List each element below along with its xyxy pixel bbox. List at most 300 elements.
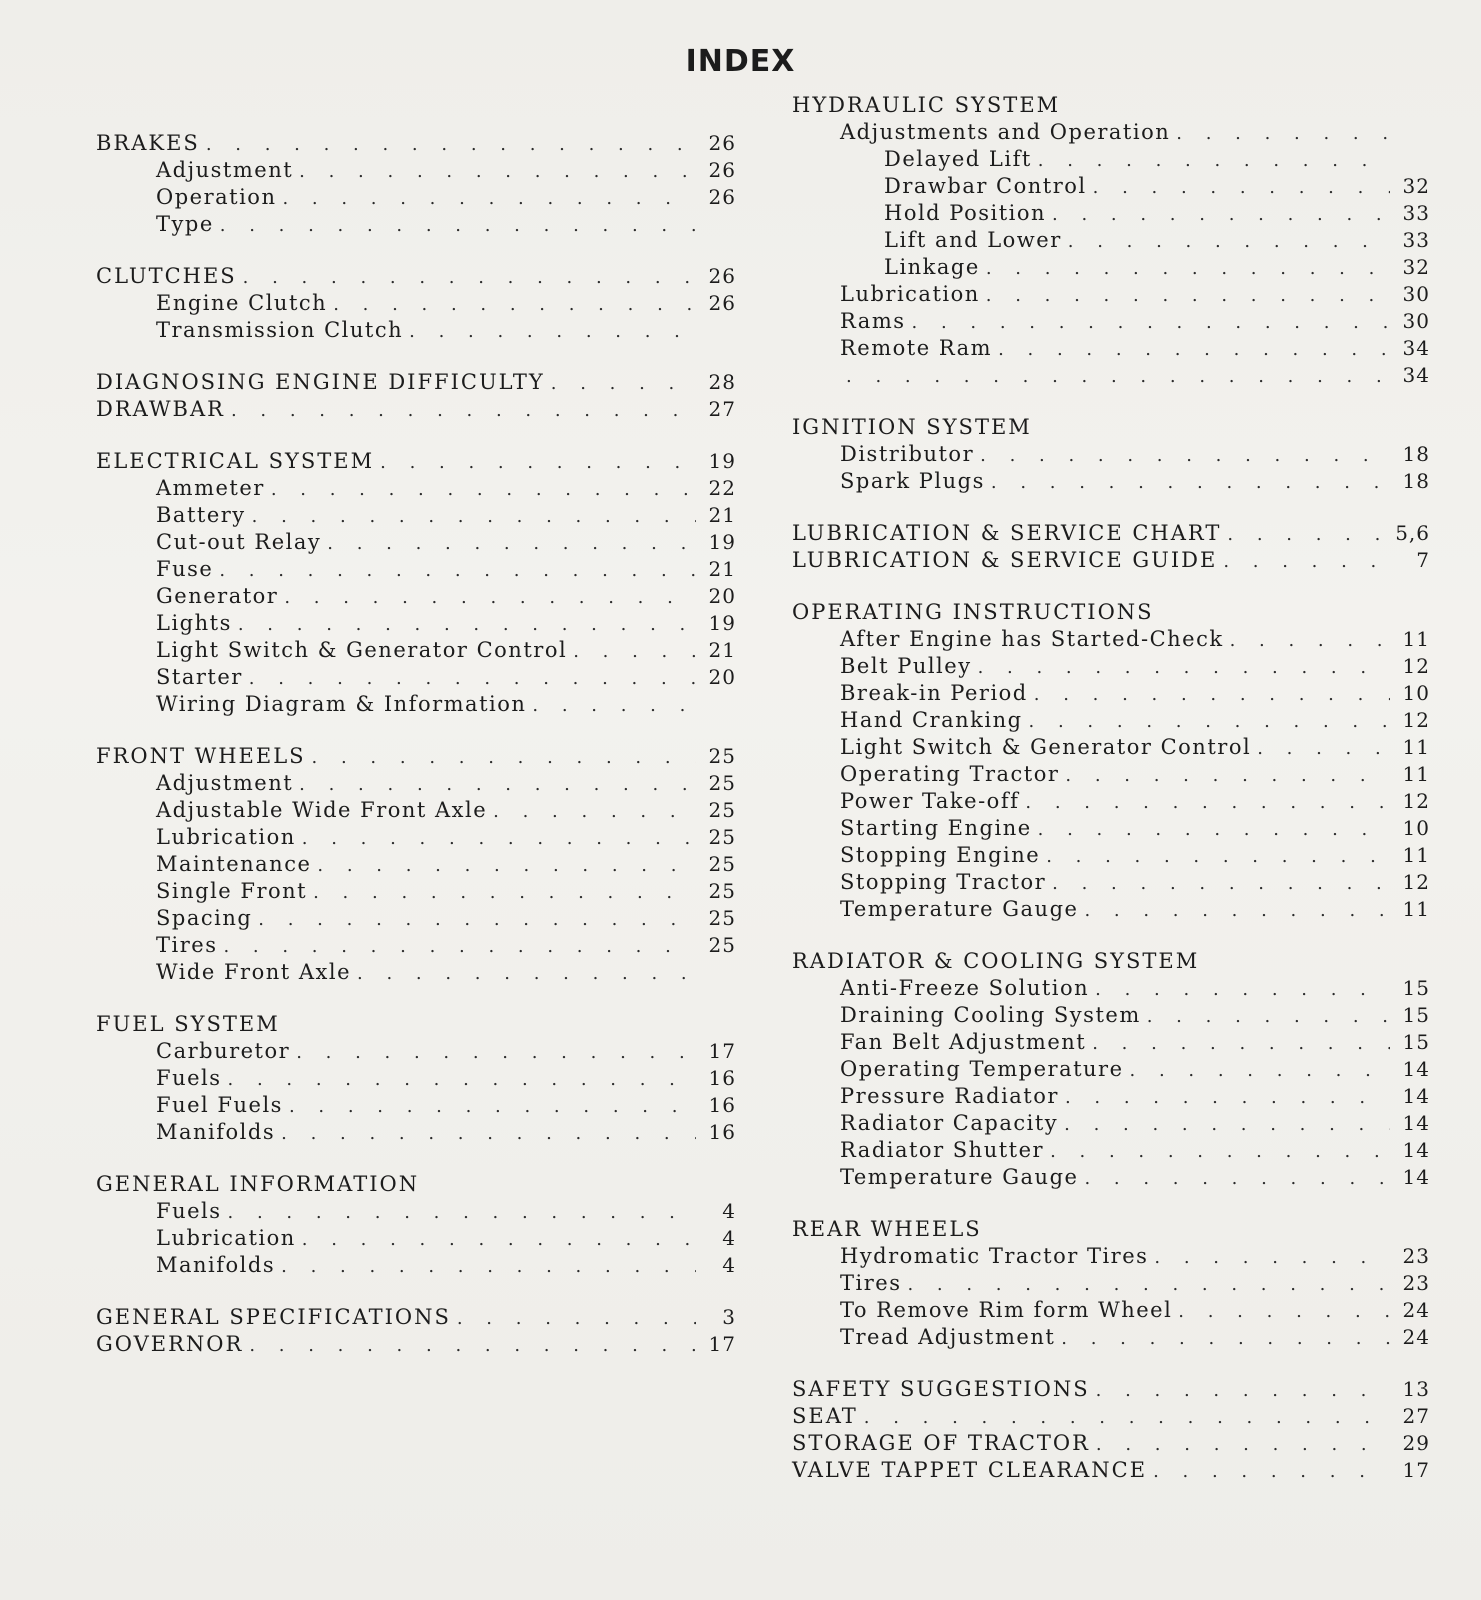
index-entry — [96, 960, 736, 987]
dot-leader — [252, 506, 696, 527]
entry-page-number: 23 — [1402, 1271, 1430, 1295]
dot-leader — [1050, 1141, 1390, 1162]
dot-leader — [220, 215, 696, 236]
index-heading — [96, 449, 736, 476]
dot-leader — [1096, 1380, 1390, 1401]
entry-label: Adjustment — [156, 158, 294, 182]
index-heading — [96, 370, 736, 397]
entry-page-number: 16 — [708, 1066, 736, 1090]
dot-leader — [357, 963, 696, 984]
entry-label: FRONT WHEELS — [96, 744, 306, 768]
entry-page-number: 16 — [708, 1093, 736, 1117]
index-entry — [792, 147, 1430, 174]
dot-leader — [299, 774, 696, 795]
entry-label: Operation — [156, 185, 277, 209]
index-entry — [792, 789, 1430, 816]
index-section — [96, 131, 736, 239]
dot-leader — [864, 1407, 1390, 1428]
dot-leader — [219, 560, 696, 581]
index-entry — [792, 1138, 1430, 1165]
entry-page-number: 15 — [1402, 1030, 1430, 1054]
index-entry — [96, 476, 736, 503]
entry-page-number: 17 — [708, 1039, 736, 1063]
entry-label: GOVERNOR — [96, 1332, 244, 1356]
entry-label: Engine Clutch — [156, 291, 328, 315]
dot-leader — [1029, 711, 1390, 732]
index-entry — [792, 174, 1430, 201]
entry-label: Cut-out Relay — [156, 530, 322, 554]
dot-leader — [271, 479, 696, 500]
entry-page-number: 25 — [708, 879, 736, 903]
entry-page-number: 14 — [1402, 1111, 1430, 1135]
index-heading — [96, 1172, 736, 1199]
entry-label: FUEL SYSTEM — [96, 1012, 280, 1036]
entry-label: CLUTCHES — [96, 264, 237, 288]
index-entry — [792, 654, 1430, 681]
dot-leader — [409, 321, 696, 342]
dot-leader — [249, 1335, 696, 1356]
index-heading — [792, 548, 1430, 575]
index-entry — [96, 503, 736, 530]
entry-label: Lights — [156, 611, 232, 635]
entry-page-number: 14 — [1402, 1165, 1430, 1189]
dot-leader — [1227, 524, 1389, 545]
entry-page-number: 25 — [708, 906, 736, 930]
entry-label: DIAGNOSING ENGINE DIFFICULTY — [96, 370, 545, 394]
entry-page-number: 22 — [708, 476, 736, 500]
dot-leader — [1223, 551, 1390, 572]
entry-page-number: 25 — [708, 744, 736, 768]
entry-label: Delayed Lift — [884, 147, 1032, 171]
entry-label: SEAT — [792, 1404, 858, 1428]
entry-label: Draining Cooling System — [840, 1003, 1141, 1027]
entry-label: Ammeter — [156, 476, 265, 500]
entry-label: Single Front — [156, 879, 308, 903]
dot-leader — [380, 452, 696, 473]
index-entry — [96, 692, 736, 719]
index-entry — [792, 1298, 1430, 1325]
entry-label: Remote Ram — [840, 336, 993, 360]
entry-label: SAFETY SUGGESTIONS — [792, 1377, 1090, 1401]
dot-leader — [1052, 873, 1390, 894]
dot-leader — [1176, 123, 1390, 144]
entry-label: Light Switch & Generator Control — [156, 638, 568, 662]
dot-leader — [1257, 738, 1390, 759]
entry-page-number: 15 — [1402, 1003, 1430, 1027]
entry-page-number: 7 — [1416, 548, 1430, 572]
index-heading — [792, 600, 1430, 627]
index-entry — [792, 309, 1430, 336]
entry-label: To Remove Rim form Wheel — [840, 1298, 1173, 1322]
index-entry — [96, 771, 736, 798]
index-entry — [792, 1244, 1430, 1271]
entry-label: Radiator Capacity — [840, 1111, 1059, 1135]
index-entry — [792, 1271, 1430, 1298]
dot-leader — [317, 855, 696, 876]
entry-label: Wide Front Axle — [156, 960, 352, 984]
dot-leader — [1084, 1168, 1390, 1189]
index-entry — [792, 228, 1430, 255]
entry-label: Stopping Engine — [840, 843, 1041, 867]
index-entry — [96, 1226, 736, 1253]
index-entry — [792, 442, 1430, 469]
entry-page-number: 11 — [1402, 843, 1430, 867]
index-heading — [792, 415, 1430, 442]
entry-label: After Engine has Started-Check — [840, 627, 1224, 651]
index-heading — [96, 1305, 736, 1332]
entry-page-number: 21 — [708, 557, 736, 581]
index-heading — [96, 397, 736, 424]
entry-label: Lift and Lower — [884, 228, 1062, 252]
entry-label: DRAWBAR — [96, 397, 225, 421]
index-heading — [96, 1012, 736, 1039]
index-entry — [792, 201, 1430, 228]
dot-leader — [846, 366, 1390, 387]
entry-label: Manifolds — [156, 1120, 276, 1144]
index-section — [96, 1172, 736, 1280]
index-entry — [792, 816, 1430, 843]
index-heading — [792, 949, 1430, 976]
entry-label: LUBRICATION & SERVICE CHART — [792, 521, 1222, 545]
dot-leader — [1093, 177, 1390, 198]
index-entry — [792, 1030, 1430, 1057]
entry-label: Hand Cranking — [840, 708, 1023, 732]
entry-page-number: 27 — [1402, 1404, 1430, 1428]
entry-page-number: 15 — [1402, 976, 1430, 1000]
index-entry — [96, 1199, 736, 1226]
entry-label: Distributor — [840, 442, 975, 466]
entry-page-number: 25 — [708, 798, 736, 822]
index-entry — [792, 1165, 1430, 1192]
entry-page-number: 17 — [708, 1332, 736, 1356]
entry-label: Fuse — [156, 557, 214, 581]
entry-label: GENERAL INFORMATION — [96, 1172, 420, 1196]
index-entry — [96, 530, 736, 557]
index-heading — [792, 521, 1430, 548]
index-heading — [96, 744, 736, 771]
index-entry — [96, 933, 736, 960]
entry-label: Maintenance — [156, 852, 312, 876]
entry-page-number: 24 — [1402, 1298, 1430, 1322]
index-entry — [96, 798, 736, 825]
entry-label: Adjustable Wide Front Axle — [156, 798, 488, 822]
entry-page-number: 11 — [1402, 735, 1430, 759]
entry-label: Temperature Gauge — [840, 897, 1079, 921]
index-section — [96, 449, 736, 719]
dot-leader — [1154, 1247, 1390, 1268]
entry-page-number: 20 — [708, 584, 736, 608]
entry-label: Temperature Gauge — [840, 1165, 1079, 1189]
entry-page-number: 13 — [1402, 1377, 1430, 1401]
dot-leader — [302, 828, 696, 849]
index-entry — [96, 825, 736, 852]
dot-leader — [1065, 765, 1390, 786]
index-section — [96, 1305, 736, 1359]
index-entry — [96, 318, 736, 345]
entry-page-number: 27 — [708, 397, 736, 421]
entry-page-number: 32 — [1402, 255, 1430, 279]
index-entry — [792, 735, 1430, 762]
dot-leader — [1096, 1434, 1390, 1455]
index-entry — [96, 1066, 736, 1093]
entry-label: Power Take-off — [840, 789, 1020, 813]
index-entry — [792, 708, 1430, 735]
entry-label: Fuels — [156, 1066, 222, 1090]
entry-page-number: 25 — [708, 933, 736, 957]
entry-label: OPERATING INSTRUCTIONS — [792, 600, 1154, 624]
dot-leader — [1025, 792, 1390, 813]
dot-leader — [493, 801, 696, 822]
entry-label: Fuels — [156, 1199, 222, 1223]
index-section — [96, 264, 736, 345]
index-entry — [96, 665, 736, 692]
dot-leader — [296, 1042, 696, 1063]
index-heading — [792, 1458, 1430, 1485]
index-section — [792, 1377, 1430, 1485]
entry-page-number: 29 — [1402, 1431, 1430, 1455]
entry-label: Fan Belt Adjustment — [840, 1030, 1087, 1054]
entry-label: Fuel Fuels — [156, 1093, 283, 1117]
index-entry — [792, 282, 1430, 309]
entry-label: Lubrication — [840, 282, 980, 306]
entry-page-number: 18 — [1402, 469, 1430, 493]
index-entry — [96, 1039, 736, 1066]
entry-page-number: 4 — [722, 1199, 736, 1223]
entry-page-number: 16 — [708, 1120, 736, 1144]
dot-leader — [1230, 630, 1390, 651]
dot-leader — [284, 587, 696, 608]
entry-label: Linkage — [884, 255, 980, 279]
entry-page-number: 30 — [1402, 282, 1430, 306]
index-entry — [96, 584, 736, 611]
entry-page-number: 34 — [1402, 363, 1430, 387]
entry-label: Light Switch & Generator Control — [840, 735, 1252, 759]
entry-page-number: 17 — [1402, 1458, 1430, 1482]
dot-leader — [980, 445, 1390, 466]
index-entry — [96, 611, 736, 638]
entry-label: Stopping Tractor — [840, 870, 1047, 894]
entry-label: Starting Engine — [840, 816, 1032, 840]
entry-page-number: 19 — [708, 530, 736, 554]
index-entry — [792, 336, 1430, 363]
dot-leader — [1065, 1087, 1390, 1108]
entry-label: Adjustment — [156, 771, 294, 795]
dot-leader — [206, 134, 696, 155]
dot-leader — [1046, 846, 1390, 867]
entry-label: Tires — [156, 933, 218, 957]
index-entry — [96, 1120, 736, 1147]
index-entry — [792, 976, 1430, 1003]
entry-label: Hydromatic Tractor Tires — [840, 1244, 1149, 1268]
page-title: INDEX — [685, 44, 796, 79]
entry-page-number: 12 — [1402, 789, 1430, 813]
entry-page-number: 4 — [722, 1253, 736, 1277]
entry-label: Anti-Freeze Solution — [840, 976, 1090, 1000]
dot-leader — [1130, 1060, 1390, 1081]
index-entry — [792, 469, 1430, 496]
dot-leader — [978, 657, 1390, 678]
dot-leader — [1068, 231, 1390, 252]
index-entry — [792, 1003, 1430, 1030]
dot-leader — [986, 285, 1390, 306]
dot-leader — [228, 1069, 696, 1090]
entry-page-number: 26 — [708, 264, 736, 288]
entry-page-number: 21 — [708, 503, 736, 527]
dot-leader — [986, 258, 1390, 279]
entry-label: BRAKES — [96, 131, 200, 155]
entry-page-number: 20 — [708, 665, 736, 689]
index-section — [792, 93, 1430, 390]
entry-page-number: 4 — [722, 1226, 736, 1250]
index-entry — [792, 1057, 1430, 1084]
dot-leader — [1038, 150, 1390, 171]
entry-page-number: 25 — [708, 852, 736, 876]
dot-leader — [327, 533, 696, 554]
entry-label: RADIATOR & COOLING SYSTEM — [792, 949, 1200, 973]
index-entry — [792, 627, 1430, 654]
entry-label: Type — [156, 212, 214, 236]
dot-leader — [1092, 1033, 1390, 1054]
entry-label: Transmission Clutch — [156, 318, 404, 342]
entry-page-number: 14 — [1402, 1057, 1430, 1081]
index-section — [96, 1012, 736, 1147]
dot-leader — [333, 294, 696, 315]
index-entry — [96, 879, 736, 906]
index-entry — [792, 1325, 1430, 1352]
entry-label: Belt Pulley — [840, 654, 972, 678]
entry-page-number: 5,6 — [1395, 521, 1430, 545]
entry-page-number: 26 — [708, 291, 736, 315]
entry-label: Operating Tractor — [840, 762, 1060, 786]
index-heading — [792, 1431, 1430, 1458]
index-heading — [96, 1332, 736, 1359]
dot-leader — [231, 400, 696, 421]
dot-leader — [573, 641, 696, 662]
entry-label: Generator — [156, 584, 279, 608]
index-entry — [96, 557, 736, 584]
dot-leader — [281, 1123, 696, 1144]
index-section — [792, 949, 1430, 1192]
index-section — [792, 415, 1430, 496]
index-entry — [96, 638, 736, 665]
entry-label: ELECTRICAL SYSTEM — [96, 449, 375, 473]
left-column — [96, 131, 736, 1384]
index-entry — [96, 1093, 736, 1120]
dot-leader — [1061, 1328, 1390, 1349]
index-heading — [792, 93, 1430, 120]
dot-leader — [1153, 1461, 1390, 1482]
entry-label: Pressure Radiator — [840, 1084, 1059, 1108]
dot-leader — [228, 1202, 696, 1223]
index-heading — [792, 1404, 1430, 1431]
index-section — [96, 370, 736, 424]
dot-leader — [243, 267, 696, 288]
dot-leader — [1178, 1301, 1390, 1322]
entry-label: Adjustments and Operation — [840, 120, 1171, 144]
dot-leader — [312, 747, 696, 768]
dot-leader — [249, 668, 696, 689]
dot-leader — [1038, 819, 1390, 840]
index-entry — [792, 1111, 1430, 1138]
index-entry — [792, 363, 1430, 390]
entry-label: Wiring Diagram & Information — [156, 692, 527, 716]
entry-label: GENERAL SPECIFICATIONS — [96, 1305, 451, 1329]
index-entry — [792, 120, 1430, 147]
index-entry — [96, 212, 736, 239]
entry-label: Lubrication — [156, 1226, 296, 1250]
entry-page-number: 10 — [1402, 816, 1430, 840]
index-section — [792, 1217, 1430, 1352]
entry-label: Battery — [156, 503, 246, 527]
index-heading — [792, 1217, 1430, 1244]
dot-leader — [223, 936, 696, 957]
index-entry — [792, 897, 1430, 924]
dot-leader — [532, 695, 696, 716]
dot-leader — [302, 1229, 696, 1250]
dot-leader — [1064, 1114, 1390, 1135]
dot-leader — [457, 1308, 696, 1329]
dot-leader — [1084, 900, 1390, 921]
entry-page-number: 14 — [1402, 1138, 1430, 1162]
entry-page-number: 18 — [1402, 442, 1430, 466]
entry-page-number: 23 — [1402, 1244, 1430, 1268]
dot-leader — [907, 1274, 1390, 1295]
entry-page-number: 32 — [1402, 174, 1430, 198]
entry-label: Drawbar Control — [884, 174, 1087, 198]
dot-leader — [998, 339, 1390, 360]
index-entry — [792, 870, 1430, 897]
dot-leader — [1147, 1006, 1390, 1027]
entry-label: Rams — [840, 309, 906, 333]
entry-page-number: 24 — [1402, 1325, 1430, 1349]
entry-label: Tread Adjustment — [840, 1325, 1056, 1349]
entry-label: Tires — [840, 1271, 902, 1295]
dot-leader — [313, 882, 696, 903]
index-section — [96, 744, 736, 987]
index-entry — [96, 852, 736, 879]
entry-page-number: 12 — [1402, 870, 1430, 894]
entry-page-number: 10 — [1402, 681, 1430, 705]
dot-leader — [1052, 204, 1390, 225]
index-entry — [96, 158, 736, 185]
dot-leader — [238, 614, 696, 635]
index-entry — [96, 1253, 736, 1280]
entry-page-number: 21 — [708, 638, 736, 662]
entry-page-number: 30 — [1402, 309, 1430, 333]
entry-page-number: 19 — [708, 611, 736, 635]
index-entry — [96, 185, 736, 212]
entry-label: Spacing — [156, 906, 253, 930]
index-entry — [96, 906, 736, 933]
entry-page-number: 33 — [1402, 228, 1430, 252]
index-entry — [792, 762, 1430, 789]
entry-page-number: 34 — [1402, 336, 1430, 360]
index-heading — [792, 1377, 1430, 1404]
index-entry — [792, 1084, 1430, 1111]
dot-leader — [282, 188, 696, 209]
right-column — [792, 93, 1430, 1510]
index-entry — [792, 843, 1430, 870]
entry-page-number: 25 — [708, 825, 736, 849]
dot-leader — [551, 373, 696, 394]
entry-label: LUBRICATION & SERVICE GUIDE — [792, 548, 1218, 572]
entry-label: REAR WHEELS — [792, 1217, 982, 1241]
entry-page-number: 12 — [1402, 654, 1430, 678]
index-section — [792, 521, 1430, 575]
entry-label: Manifolds — [156, 1253, 276, 1277]
entry-label: Spark Plugs — [840, 469, 985, 493]
entry-label: Hold Position — [884, 201, 1047, 225]
